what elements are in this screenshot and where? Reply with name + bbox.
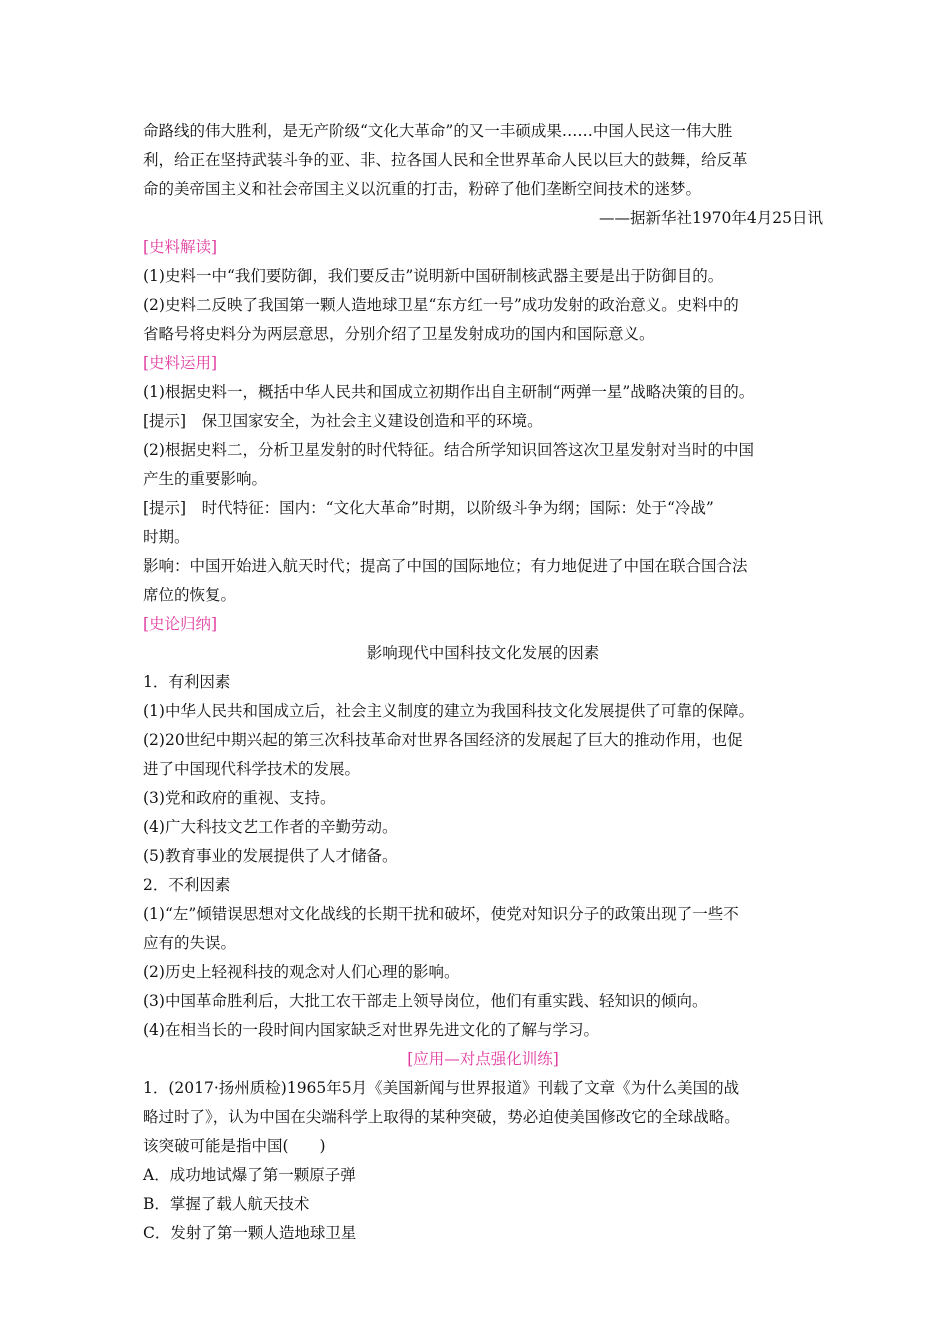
subsection-title: 影响现代中国科技文化发展的因素 (366, 644, 600, 662)
question-stem: 该突破可能是指中国( ) (143, 1137, 326, 1155)
text-line: (2)史料二反映了我国第一颗人造地球卫星“东方红一号”成功发射的政治意义。史料中的 (143, 296, 739, 314)
list-item: (3)党和政府的重视、支持。 (143, 789, 336, 807)
text-line: 进了中国现代科学技术的发展。 (143, 760, 361, 778)
list-item: (1)“左”倾错误思想对文化战线的长期干扰和破坏，使党对知识分子的政策出现了一些不 (143, 905, 739, 923)
text-line: 命路线的伟大胜利，是无产阶级“文化大革命”的又一丰硕成果……中国人民这一伟大胜 (143, 122, 733, 140)
list-item: (4)在相当长的一段时间内国家缺乏对世界先进文化的了解与学习。 (143, 1021, 599, 1039)
source-citation: ——据新华社1970年4月25日讯 (598, 209, 823, 227)
document-page (143, 117, 823, 1248)
text-line: [提示] 保卫国家安全，为社会主义建设创造和平的环境。 (143, 412, 543, 430)
section-heading: [史料运用] (143, 354, 218, 372)
text-line: (2)根据史料二，分析卫星发射的时代特征。结合所学知识回答这次卫星发射对当时的中国 (143, 441, 754, 459)
text-line: 影响：中国开始进入航天时代；提高了中国的国际地位；有力地促进了中国在联合国合法 (143, 557, 748, 575)
answer-option-b: B．掌握了载人航天技术 (143, 1195, 310, 1213)
section-heading: [史论归纳] (143, 615, 218, 633)
list-item: (2)20世纪中期兴起的第三次科技革命对世界各国经济的发展起了巨大的推动作用，也促 (143, 731, 743, 749)
text-line: 利，给正在坚持武装斗争的亚、非、拉各国人民和全世界革命人民以巨大的鼓舞，给反革 (143, 151, 748, 169)
list-heading: 2．不利因素 (143, 876, 231, 894)
answer-option-c: C．发射了第一颗人造地球卫星 (143, 1224, 357, 1242)
list-item: (3)中国革命胜利后，大批工农干部走上领导岗位，他们有重实践、轻知识的倾向。 (143, 992, 708, 1010)
text-line: 命的美帝国主义和社会帝国主义以沉重的打击，粉碎了他们垄断空间技术的迷梦。 (143, 180, 702, 198)
section-heading: [应用—对点强化训练] (407, 1050, 559, 1068)
list-heading: 1．有利因素 (143, 673, 231, 691)
list-item: (2)历史上轻视科技的观念对人们心理的影响。 (143, 963, 460, 981)
section-heading: [史料解读] (143, 238, 218, 256)
list-item: (4)广大科技文艺工作者的辛勤劳动。 (143, 818, 398, 836)
answer-option-a: A．成功地试爆了第一颗原子弹 (143, 1166, 356, 1184)
text-line: 应有的失误。 (143, 934, 237, 952)
text-line: 省略号将史料分为两层意思，分别介绍了卫星发射成功的国内和国际意义。 (143, 325, 655, 343)
text-line: [提示] 时代特征：国内：“文化大革命”时期，以阶级斗争为纲；国际：处于“冷战” (143, 499, 714, 517)
text-line: (1)史料一中“我们要防御，我们要反击”说明新中国研制核武器主要是出于防御目的。 (143, 267, 724, 285)
text-line: 时期。 (143, 528, 190, 546)
question-stem: 略过时了》，认为中国在尖端科学上取得的某种突破，势必迫使美国修改它的全球战略。 (143, 1108, 740, 1126)
text-line: 席位的恢复。 (143, 586, 237, 604)
text-line: 产生的重要影响。 (143, 470, 268, 488)
text-line: (1)根据史料一，概括中华人民共和国成立初期作出自主研制“两弹一星”战略决策的目的。 (143, 383, 755, 401)
question-stem: 1．(2017·扬州质检)1965年5月《美国新闻与世界报道》刊载了文章《为什么美国的战 (143, 1079, 740, 1097)
list-item: (5)教育事业的发展提供了人才储备。 (143, 847, 398, 865)
list-item: (1)中华人民共和国成立后，社会主义制度的建立为我国科技文化发展提供了可靠的保障。 (143, 702, 754, 720)
